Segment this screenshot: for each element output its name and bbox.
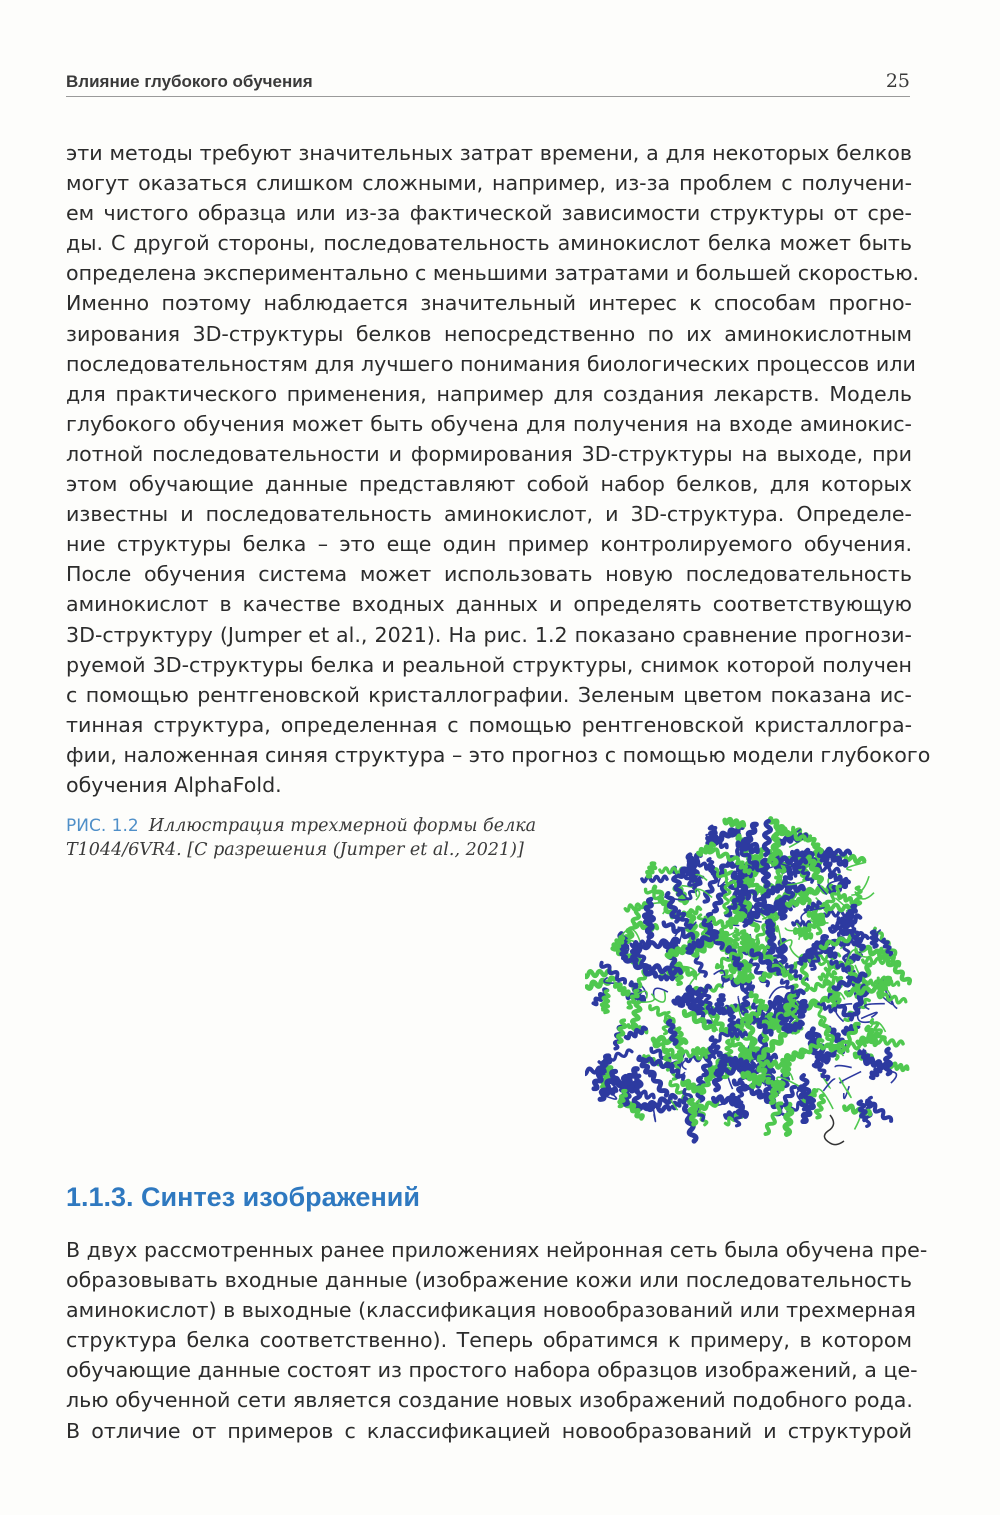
page-number: 25 xyxy=(885,70,910,92)
predicted-structure-helix xyxy=(872,931,877,947)
predicted-structure-helix xyxy=(667,893,678,921)
true-structure-helix xyxy=(615,984,629,995)
predicted-structure-helix xyxy=(712,1008,731,1014)
text-line: известны и последовательность аминокислот, и 3D-структура. Определе- xyxy=(66,502,912,527)
text-line: этом обучающие данные представляют собой набор белков, для которых xyxy=(66,472,912,497)
predicted-structure-helix xyxy=(642,876,667,881)
text-line: 3D-структуру (Jumper et al., 2021). На рис. 1.2 показано сравнение прогнози- xyxy=(66,622,912,647)
text-line: зирования 3D-структуры белков непосредственно по их аминокислотным xyxy=(66,321,912,346)
text-line: руемой 3D-структуры белка и реальной структуры, снимок которой получен xyxy=(66,652,912,677)
text-line: ние структуры белка – это еще один пример контролируемого обучения. xyxy=(66,532,912,557)
predicted-structure-helix xyxy=(631,940,650,946)
text-line: В двух рассмотренных ранее приложениях нейронная сеть была обучена пре- xyxy=(66,1238,928,1262)
true-structure-helix xyxy=(856,887,861,904)
body-paragraph-2 xyxy=(66,1235,928,1446)
true-structure-helix xyxy=(863,957,889,963)
text-line: глубокого обучения может быть обучена для получения на входе аминокис- xyxy=(66,411,912,436)
true-structure-helix xyxy=(846,986,880,995)
predicted-structure-helix xyxy=(647,912,653,937)
predicted-structure-helix xyxy=(729,1013,735,1030)
predicted-structure-loop xyxy=(861,1012,877,1018)
predicted-structure-helix xyxy=(674,996,692,1003)
true-structure-loop xyxy=(654,991,665,1002)
predicted-structure-loop xyxy=(835,1066,852,1068)
caption-text-line-2: T1044/6VR4. [С разрешения (Jumper et al., 2021)] xyxy=(66,840,524,860)
true-structure-helix xyxy=(618,1020,626,1042)
predicted-structure-helix xyxy=(720,1056,727,1070)
figure-caption xyxy=(66,814,566,862)
true-structure-helix xyxy=(647,863,655,876)
predicted-structure-helix xyxy=(767,921,773,936)
text-line: образовывать входные данные (изображение кожи или последовательность xyxy=(66,1268,912,1293)
predicted-structure-loop xyxy=(805,978,808,981)
true-structure-helix xyxy=(743,1073,761,1081)
predicted-structure-helix xyxy=(708,859,715,874)
predicted-structure-helix xyxy=(777,858,805,864)
text-line: обучения AlphaFold. xyxy=(66,772,282,797)
predicted-structure-helix xyxy=(885,1049,891,1074)
predicted-structure-helix xyxy=(858,1101,866,1120)
true-structure-helix xyxy=(816,1095,824,1117)
text-line: для практического применения, например для создания лекарств. Модель xyxy=(66,381,912,406)
predicted-structure-loop xyxy=(865,1004,885,1010)
true-structure-helix xyxy=(817,904,849,911)
text-line: лью обученной сети является создание новых изображений подобного рода. xyxy=(66,1388,913,1413)
predicted-structure-helix xyxy=(626,1027,646,1038)
terminal-tail xyxy=(824,1115,844,1145)
true-structure-helix xyxy=(585,971,611,978)
predicted-structure-helix xyxy=(731,1032,747,1037)
body-paragraph-1 xyxy=(66,138,931,800)
protein-structure-image xyxy=(585,815,915,1155)
text-line: В отличие от примеров с классификацией новообразований и структурой xyxy=(66,1418,912,1443)
true-structure-helix xyxy=(761,1061,784,1067)
predicted-structure-helix xyxy=(799,1002,806,1017)
true-structure-helix xyxy=(725,819,744,826)
caption-text-line-1: Иллюстрация трехмерной формы белка xyxy=(148,816,537,836)
text-line: ды. С другой стороны, последовательность аминокислот белка может быть xyxy=(66,231,912,256)
running-head-title: Влияние глубокого обучения xyxy=(66,72,313,91)
text-line: могут оказаться слишком сложными, например, из-за проблем с получени- xyxy=(66,171,912,196)
predicted-structure-helix xyxy=(688,855,695,881)
text-line: эти методы требуют значительных затрат времени, а для некоторых белков xyxy=(66,141,912,165)
section-heading: 1.1.3. Синтез изображений xyxy=(66,1182,420,1212)
text-line: аминокислот) в выходные (классификация новообразований или трехмерная xyxy=(66,1298,916,1323)
text-line: После обучения система может использовать новую последовательность xyxy=(66,562,912,587)
text-line: Именно поэтому наблюдается значительный интерес к способам прогно- xyxy=(66,291,912,316)
running-head xyxy=(66,70,910,97)
true-structure-helix xyxy=(839,895,858,904)
ribbon-group xyxy=(585,819,910,1145)
predicted-structure-helix xyxy=(763,860,769,886)
true-structure-helix xyxy=(689,1100,695,1124)
true-structure-helix xyxy=(809,836,822,853)
text-line: последовательностям для лучшего понимания биологических процессов или xyxy=(66,351,916,376)
text-line: структура белка соответственно). Теперь обратимся к примеру, в котором xyxy=(66,1328,912,1353)
figure-label: РИС. 1.2 xyxy=(66,816,139,836)
true-structure-helix xyxy=(632,1002,640,1028)
text-line: определена экспериментально с меньшими затратами и большей скоростью. xyxy=(66,261,920,286)
predicted-structure-helix xyxy=(742,989,749,1014)
true-structure-helix xyxy=(771,835,778,864)
true-structure-helix xyxy=(876,1038,903,1046)
text-line: обучающие данные состоят из простого набора образцов изображений, а це- xyxy=(66,1358,918,1383)
text-line: с помощью рентгеновской кристаллографии. Зеленым цветом показана ис- xyxy=(66,682,912,707)
predicted-structure-loop xyxy=(840,1072,861,1083)
text-line: аминокислот в качестве входных данных и определять соответствующую xyxy=(66,592,912,617)
text-line: тинная структура, определенная с помощью рентгеновской кристаллогра- xyxy=(66,712,912,737)
text-line: ем чистого образца или из-за фактической зависимости структуры от сре- xyxy=(66,201,912,226)
text-line: фии, наложенная синяя структура – это прогноз с помощью модели глубокого xyxy=(66,742,931,767)
true-structure-helix xyxy=(785,1105,791,1135)
text-line: лотной последовательности и формирования 3D-структуры на выходе, при xyxy=(66,441,912,466)
